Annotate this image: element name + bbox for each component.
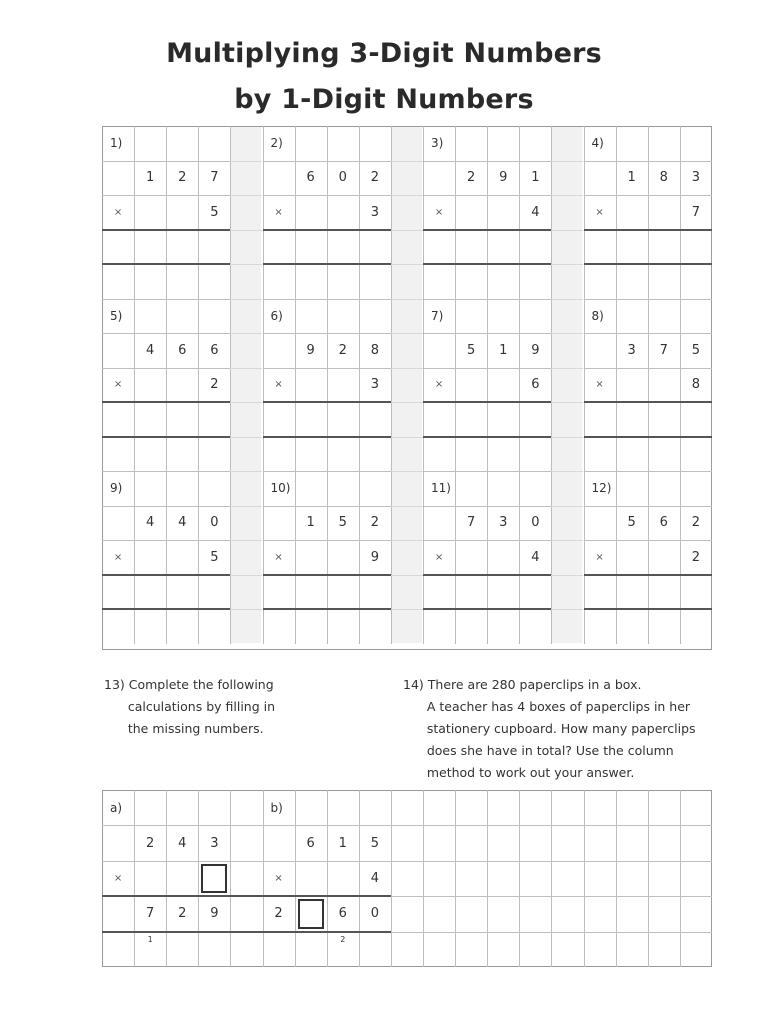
problem-12-digit: 6 <box>659 515 668 531</box>
grid-row-line <box>230 575 262 576</box>
problem-3-multiplier: 4 <box>531 204 540 220</box>
problem-12-digit: 5 <box>627 515 636 531</box>
grid-column-line <box>295 126 296 644</box>
page-title-line-2: by 1-Digit Numbers <box>234 84 534 115</box>
grid-row-line <box>230 437 262 438</box>
problem-11-answer-cell[interactable] <box>487 575 519 610</box>
grid-row-line <box>391 471 423 472</box>
problem-6-answer-cell[interactable] <box>327 402 359 437</box>
problem-7-digit: 9 <box>531 342 540 358</box>
problem-5-answer-cell[interactable] <box>134 402 166 437</box>
problem-2-digit: 6 <box>306 170 315 186</box>
problem-7-label: 7) <box>431 308 444 323</box>
grid-row-line <box>391 540 423 541</box>
part-a-answer-digit: 7 <box>146 906 155 922</box>
problem-9-multiplier: 5 <box>210 549 219 565</box>
part-b-answer-digit: 2 <box>274 906 283 922</box>
grid-column-line <box>391 790 392 967</box>
question-13-text: 13) Complete the following calculations by filling in the missing numbers. <box>104 677 276 736</box>
times-sign: × <box>595 379 604 391</box>
part-a-missing-number-box[interactable] <box>201 864 227 893</box>
problem-2-digit: 0 <box>338 170 347 186</box>
problem-6-answer-cell[interactable] <box>263 402 295 437</box>
problem-9-answer-cell[interactable] <box>198 575 230 610</box>
grid-row-line <box>230 333 262 334</box>
problem-9-digit: 0 <box>210 515 219 531</box>
part-a-answer-digit: 9 <box>210 906 219 922</box>
problem-4-answer-cell[interactable] <box>616 230 648 265</box>
problem-11-multiplier: 4 <box>531 549 540 565</box>
problem-4-digit: 8 <box>659 170 668 186</box>
gap-column <box>392 127 422 643</box>
grid-row-line <box>230 471 262 472</box>
problem-10-multiplier: 9 <box>370 549 379 565</box>
problem-1-answer-cell[interactable] <box>198 230 230 265</box>
problem-1-digit: 7 <box>210 170 219 186</box>
grid-row-line <box>230 230 262 231</box>
problem-8-multiplier: 8 <box>691 377 700 393</box>
grid-row-line <box>230 506 262 507</box>
problem-8-answer-cell[interactable] <box>648 402 680 437</box>
problem-10-answer-cell[interactable] <box>327 575 359 610</box>
problem-6-answer-cell[interactable] <box>295 402 327 437</box>
question-14-text: 14) There are 280 paperclips in a box. A teacher has 4 boxes of paperclips in her stationery cupboard. How many paperclips does she have in total? Use the column method to work out your answer. <box>403 677 696 780</box>
problem-10-digit: 2 <box>370 515 379 531</box>
grid-column-line <box>551 126 552 644</box>
times-sign: × <box>274 206 283 218</box>
part-a-carry-digit: 1 <box>147 934 153 944</box>
part-a-digit: 2 <box>146 835 155 851</box>
grid-row-line <box>391 506 423 507</box>
grid-row-line <box>551 299 583 300</box>
problem-6-label: 6) <box>270 308 283 323</box>
problem-8-digit: 3 <box>627 342 636 358</box>
problem-11-answer-cell[interactable] <box>519 575 551 610</box>
page-title-line-1: Multiplying 3-Digit Numbers <box>166 38 602 69</box>
grid-row-line <box>391 230 423 231</box>
times-sign: × <box>595 551 604 563</box>
problem-2-answer-cell[interactable] <box>295 230 327 265</box>
problem-9-label: 9) <box>110 481 123 496</box>
gap-column <box>552 127 582 643</box>
problem-12-answer-cell[interactable] <box>680 575 712 610</box>
grid-row-line <box>551 161 583 162</box>
problem-2-label: 2) <box>270 136 283 151</box>
problem-11-digit: 3 <box>499 515 508 531</box>
problem-12-answer-cell[interactable] <box>584 575 616 610</box>
problem-5-digit: 6 <box>178 342 187 358</box>
problem-1-digit: 1 <box>146 170 155 186</box>
problem-2-answer-cell[interactable] <box>327 230 359 265</box>
problem-5-answer-cell[interactable] <box>102 402 134 437</box>
problem-6-multiplier: 3 <box>370 377 379 393</box>
problem-2-multiplier: 3 <box>370 204 379 220</box>
grid-row-line <box>391 299 423 300</box>
grid-column-line <box>230 790 231 967</box>
grid-row-line <box>230 368 262 369</box>
grid-column-line <box>455 126 456 644</box>
part-b-missing-number-box[interactable] <box>298 899 324 928</box>
part-a-digit: 4 <box>178 835 187 851</box>
part-b-carry-digit: 2 <box>340 934 346 944</box>
part-a-label: a) <box>110 800 123 815</box>
problem-4-answer-cell[interactable] <box>680 230 712 265</box>
part-a-digit: 3 <box>210 835 219 851</box>
problem-2-answer-cell[interactable] <box>263 230 295 265</box>
problem-5-label: 5) <box>110 308 123 323</box>
problem-6-digit: 2 <box>338 342 347 358</box>
problem-4-digit: 1 <box>627 170 636 186</box>
part-b-answer-digit: 6 <box>338 906 347 922</box>
problem-12-multiplier: 2 <box>691 549 700 565</box>
problem-5-answer-cell[interactable] <box>166 402 198 437</box>
grid-row-line <box>551 609 583 610</box>
problem-4-answer-cell[interactable] <box>584 230 616 265</box>
problem-7-answer-cell[interactable] <box>487 402 519 437</box>
problem-9-digit: 4 <box>178 515 187 531</box>
problem-7-digit: 1 <box>499 342 508 358</box>
problem-3-digit: 1 <box>531 170 540 186</box>
grid-column-line <box>391 126 392 644</box>
grid-column-line <box>134 126 135 644</box>
problem-8-label: 8) <box>591 308 604 323</box>
problem-12-digit: 2 <box>691 515 700 531</box>
grid-row-line <box>551 368 583 369</box>
problem-8-digit: 7 <box>659 342 668 358</box>
part-b-digit: 5 <box>370 835 379 851</box>
problem-11-label: 11) <box>431 481 451 496</box>
grid-row-line <box>230 264 262 265</box>
problem-9-digit: 4 <box>146 515 155 531</box>
problem-5-multiplier: 2 <box>210 377 219 393</box>
grid-row-line <box>391 609 423 610</box>
problem-8-answer-cell[interactable] <box>680 402 712 437</box>
grid-column-line <box>230 126 231 644</box>
problem-8-digit: 5 <box>691 342 700 358</box>
problem-11-answer-cell[interactable] <box>455 575 487 610</box>
problem-1-answer-cell[interactable] <box>134 230 166 265</box>
problem-6-digit: 9 <box>306 342 315 358</box>
grid-row-line <box>391 195 423 196</box>
problem-6-digit: 8 <box>370 342 379 358</box>
problem-8-answer-cell[interactable] <box>584 402 616 437</box>
times-sign: × <box>113 551 123 563</box>
grid-row-line <box>230 609 262 610</box>
grid-row-line <box>551 333 583 334</box>
part-b-digit: 1 <box>338 835 347 851</box>
grid-row-line <box>230 299 262 300</box>
problem-12-label: 12) <box>591 481 612 496</box>
problem-3-label: 3) <box>431 136 444 151</box>
part-b-answer-digit: 0 <box>370 906 379 922</box>
grid-row-line <box>391 161 423 162</box>
grid-row-line <box>551 471 583 472</box>
problem-9-answer-cell[interactable] <box>134 575 166 610</box>
grid-column-line <box>327 126 328 644</box>
grid-row-line <box>391 264 423 265</box>
grid-row-line <box>391 575 423 576</box>
times-sign: × <box>274 872 283 884</box>
grid-row-line <box>551 264 583 265</box>
times-sign: × <box>113 872 123 884</box>
grid-row-line <box>230 161 262 162</box>
grid-column-line <box>198 790 199 967</box>
problem-1-answer-cell[interactable] <box>166 230 198 265</box>
problem-4-label: 4) <box>591 136 604 151</box>
times-sign: × <box>113 379 123 391</box>
problem-10-label: 10) <box>270 481 291 496</box>
problem-1-label: 1) <box>110 136 123 151</box>
grid-row-line <box>230 402 262 403</box>
grid-column-line <box>616 126 617 644</box>
problem-2-digit: 2 <box>370 170 379 186</box>
grid-row-line <box>551 540 583 541</box>
times-sign: × <box>434 206 444 218</box>
problem-7-answer-cell[interactable] <box>455 402 487 437</box>
problem-1-multiplier: 5 <box>210 204 219 220</box>
problem-10-answer-cell[interactable] <box>295 575 327 610</box>
problem-3-answer-cell[interactable] <box>455 230 487 265</box>
problem-11-answer-cell[interactable] <box>423 575 455 610</box>
grid-column-line <box>648 126 649 644</box>
problem-5-digit: 6 <box>210 342 219 358</box>
grid-row-line <box>551 575 583 576</box>
problem-7-digit: 5 <box>467 342 476 358</box>
problem-2-answer-cell[interactable] <box>359 230 391 265</box>
grid-row-line <box>230 540 262 541</box>
part-b-digit: 6 <box>306 835 315 851</box>
grid-row-line <box>391 402 423 403</box>
problem-7-multiplier: 6 <box>531 377 540 393</box>
grid-column-line <box>166 126 167 644</box>
problem-12-answer-cell[interactable] <box>616 575 648 610</box>
problem-11-digit: 0 <box>531 515 540 531</box>
problem-5-digit: 4 <box>146 342 155 358</box>
problem-7-answer-cell[interactable] <box>423 402 455 437</box>
problem-9-answer-cell[interactable] <box>102 575 134 610</box>
grid-row-line <box>391 333 423 334</box>
times-sign: × <box>113 206 123 218</box>
grid-row-line <box>551 437 583 438</box>
problem-4-multiplier: 7 <box>691 204 700 220</box>
times-sign: × <box>274 379 283 391</box>
grid-row-line <box>551 230 583 231</box>
question-14-work-area[interactable] <box>423 790 712 967</box>
times-sign: × <box>274 551 283 563</box>
problem-1-digit: 2 <box>178 170 187 186</box>
problem-5-answer-cell[interactable] <box>198 402 230 437</box>
problem-8-answer-cell[interactable] <box>616 402 648 437</box>
problem-7-answer-cell[interactable] <box>519 402 551 437</box>
problem-4-digit: 3 <box>691 170 700 186</box>
problem-3-digit: 9 <box>499 170 508 186</box>
problem-10-digit: 1 <box>306 515 315 531</box>
problem-1-answer-cell[interactable] <box>102 230 134 265</box>
grid-row-line <box>551 506 583 507</box>
problem-3-answer-cell[interactable] <box>487 230 519 265</box>
problem-10-answer-cell[interactable] <box>359 575 391 610</box>
grid-row-line <box>230 195 262 196</box>
gap-column <box>231 127 261 643</box>
part-a-answer-digit: 2 <box>178 906 187 922</box>
grid-column-line <box>166 790 167 967</box>
grid-row-line <box>391 368 423 369</box>
problem-3-answer-cell[interactable] <box>423 230 455 265</box>
problem-6-answer-cell[interactable] <box>359 402 391 437</box>
problem-4-answer-cell[interactable] <box>648 230 680 265</box>
part-b-multiplier: 4 <box>370 870 379 886</box>
problem-12-answer-cell[interactable] <box>648 575 680 610</box>
problem-11-digit: 7 <box>467 515 476 531</box>
times-sign: × <box>434 379 444 391</box>
grid-row-line <box>102 861 391 862</box>
problem-3-answer-cell[interactable] <box>519 230 551 265</box>
problem-9-answer-cell[interactable] <box>166 575 198 610</box>
part-b-label: b) <box>270 800 283 815</box>
problem-10-digit: 5 <box>338 515 347 531</box>
times-sign: × <box>595 206 604 218</box>
grid-column-line <box>487 126 488 644</box>
grid-row-line <box>391 437 423 438</box>
grid-row-line <box>551 195 583 196</box>
times-sign: × <box>434 551 444 563</box>
problem-10-answer-cell[interactable] <box>263 575 295 610</box>
problem-3-digit: 2 <box>467 170 476 186</box>
grid-row-line <box>551 402 583 403</box>
grid-column-line <box>295 790 296 967</box>
